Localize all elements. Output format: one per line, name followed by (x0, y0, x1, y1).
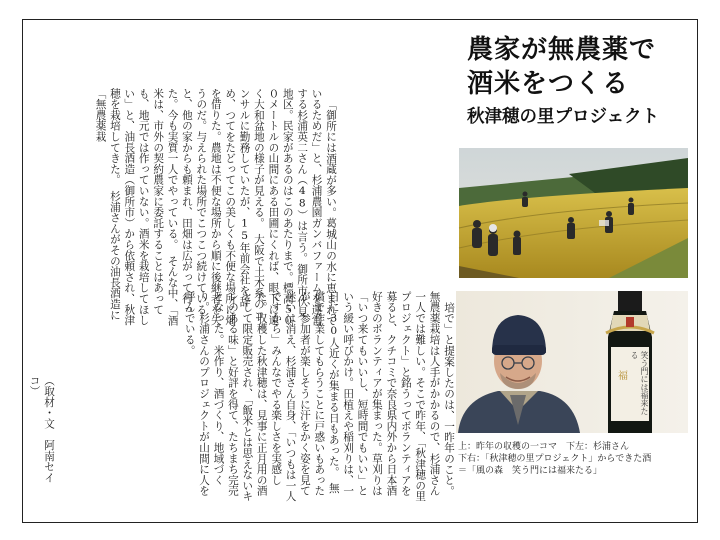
article-title-line-1: 農家が無農薬で (467, 35, 657, 65)
svg-text:福: 福 (618, 371, 628, 382)
article-body-part-2: 培で」と提案したのは、一昨年のこと。無農薬栽培は人手がかかるので、杉浦さん一人では難しい。そこで昨年、「秋津穂の里プロジェクト」と銘うってボランティアを募ると、クチコミで奈良県内外から日本酒好きのボランティアが集まった。草刈りは「いつ来てもいいし、短時間でもいい」という緩い呼びかけ。田植えや稲刈りは、一日に30人近くが集まる日もあった。 無償で作業してもらうことに戸惑いもあったが、参加者が楽しそうに汗をかく姿を見て迷いは消え、杉浦さん自身、「いつもは一人ですから」みんなでやる楽しさを実感した。収穫した秋津穂は、見事に正月用の酒として限定販売され、「飯米とは思えないキレのある味」と好評を得て、たちまち完売となった。米作り、酒づくり、地域づくり。杉浦さんのプロジェクトが山間に人を呼んでいる。 (183, 291, 455, 502)
article-subtitle: 秋津穂の里プロジェクト (467, 107, 660, 127)
harvest-photo (459, 148, 688, 278)
article-title-line-2: 酒米をつくる (467, 69, 630, 99)
farmer-and-sake-photo (456, 291, 688, 433)
caption-line-3: ＝「風の森 笑う門には福来たる」 (458, 466, 603, 476)
caption-line-1: 上：昨年の収穫の一コマ 下左：杉浦さん (458, 442, 630, 452)
photo-caption (458, 441, 692, 477)
headline-block (467, 33, 691, 129)
article-credit: （取材・文 阿南セイコ） (28, 375, 55, 483)
article-body-bottom (170, 291, 456, 503)
sake-bottle-label: 笑う門には福来たる (630, 351, 649, 415)
caption-line-2: 下右：「秋津穂の里プロジェクト」からできた酒 (458, 454, 652, 464)
harvest-photo-image (459, 148, 688, 278)
article-body-part-1: 「御所には酒蔵が多い。葛城山の水に恵まれているためだ」と、杉浦農園ガンバファームを運営する杉浦英二さん（48）は言う。御所市伏見地区。民家があるのはこのあたりまで。標高５００メートルの山間にある田圃にくれば、眼下に遠く大和盆地の様子が見える。 大阪で土木系のコンサルに勤務していたが、15年前会社を辞め、つてをたどってこの美しくも不便な場所に畑を借りた。農地は不便な場所から順に後継者を失うのだ。与えられた場所でこつこつ続けていると、他の家からも頼まれ、田畑は広がって行った。今も実質一人でやっている。 そんな中、「酒米は、市外の契約農家に委託することはあっても、地元では作っていない。酒米を栽培してほしい」と、油長酒造（御所市）から依頼され、秋津穂を栽培してきた。 杉浦さんがその油長酒造に「無農薬栽 (94, 88, 337, 326)
farmer-photo-image (456, 291, 688, 433)
